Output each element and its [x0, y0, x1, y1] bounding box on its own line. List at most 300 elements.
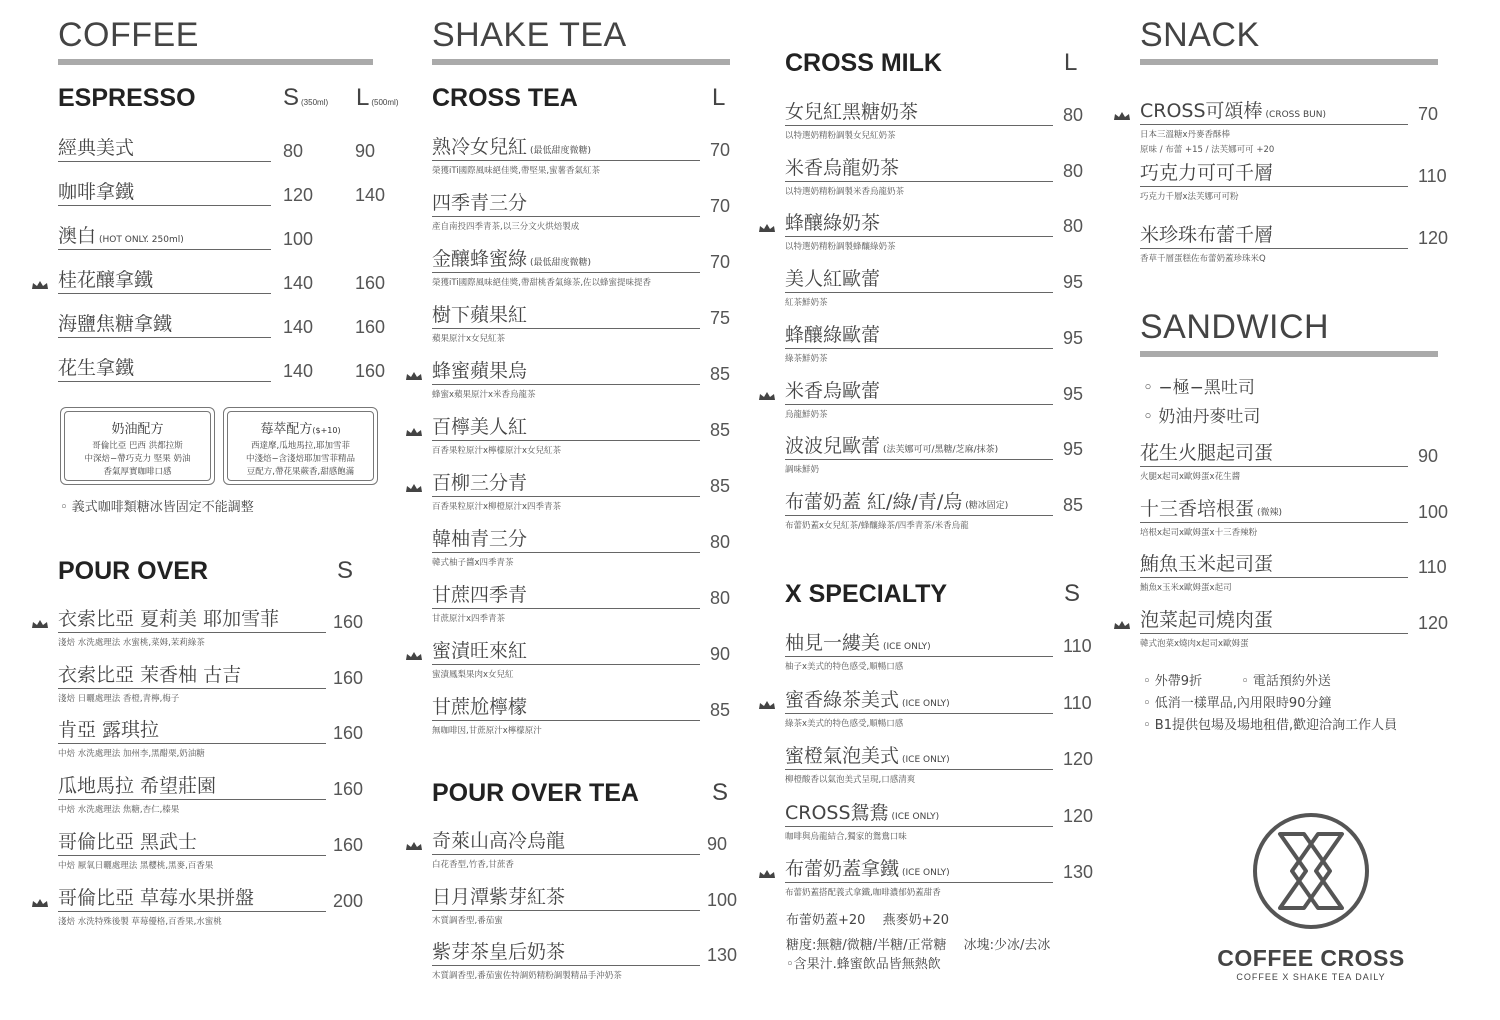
brand-logo-mark	[1252, 812, 1370, 930]
item-price-price: 120	[1418, 228, 1449, 248]
item-name-text: 桂花釀拿鐵	[58, 269, 154, 291]
coffee-bar	[58, 59, 373, 65]
item-price-price: 95	[1063, 327, 1084, 348]
item-price-price: 75	[710, 308, 731, 328]
item-price-price: 80	[1063, 105, 1084, 125]
item-name-text: 瓜地馬拉 希望莊園	[58, 775, 217, 798]
item-name	[432, 300, 700, 329]
item-price-price: 90	[707, 834, 728, 854]
item-name-text: 花生拿鐵	[58, 357, 135, 379]
item-price-price: 85	[710, 420, 731, 440]
berry-blend-line2: 中淺焙−含淺焙耶加雪菲精品	[245, 454, 356, 464]
x-specialty-item[interactable]	[785, 741, 1053, 785]
item-desc: 以特選奶精粉調製女兒紅奶茶	[785, 131, 896, 141]
item-name	[432, 468, 700, 497]
item-name-text: 柚見一縷美	[785, 632, 881, 654]
item-desc: 柚子x美式的特色感受,順暢口感	[785, 662, 904, 672]
item-desc: 中焙 水洗處理法 加州李,黑醋栗,奶油糖	[58, 749, 205, 760]
item-name-text: 經典美式	[58, 137, 135, 159]
item-price-price: 100	[707, 889, 738, 910]
item-name-note: (法芙娜可可/黑糖/芝麻/抹茶)	[883, 445, 999, 456]
item-name-text: 巧克力可可千層	[1140, 162, 1274, 184]
item-desc: 淺焙 水洗處理法 水蜜桃,菜姆,茉莉綠茶	[58, 638, 205, 648]
item-price-price: 85	[710, 700, 731, 720]
espresso-item[interactable]	[58, 353, 271, 382]
item-price-price: 85	[710, 364, 731, 384]
item-name	[785, 628, 1053, 657]
sugar-ice-note: 糖度:無糖/微糖/半糖/正常糖 冰塊:少冰/去冰	[786, 938, 1051, 953]
cross-tea-item[interactable]	[432, 132, 700, 176]
item-name-text: 女兒紅黑糖奶茶	[785, 101, 919, 123]
item-name	[58, 133, 271, 162]
item-name-text: 金釀蜂蜜綠	[432, 248, 528, 270]
item-price-price: 70	[1418, 104, 1439, 124]
item-name-text: 澳白	[58, 225, 97, 247]
item-name	[785, 97, 1053, 126]
shake-tea-header	[432, 16, 730, 65]
sandwich-header	[1140, 308, 1438, 357]
item-name	[58, 715, 326, 744]
item-desc: 烏龍鮮奶茶	[785, 409, 828, 420]
addon-note: 布蕾奶蓋+20 燕麥奶+20	[786, 913, 950, 928]
cream-blend-line3: 香氣厚實咖啡口感	[103, 467, 172, 477]
coffee-header	[58, 16, 373, 65]
item-name-text: 甘蔗四季青	[432, 584, 528, 606]
pour-over-tea-item[interactable]	[432, 937, 700, 981]
item-name	[58, 309, 271, 338]
item-name	[1140, 220, 1408, 249]
item-desc: 榮獲iTi國際風味絕佳獎,帶甜桃香氣綠茶,佐以蜂蜜提味提香	[432, 278, 652, 288]
item-price-price: 160	[333, 612, 364, 632]
pour-over-item[interactable]	[58, 604, 326, 648]
sandwich-item[interactable]	[1140, 549, 1408, 593]
bread-option-1: ◦ −極−黑吐司	[1143, 378, 1255, 398]
bread-option-2: ◦ 奶油丹麥吐司	[1143, 407, 1261, 427]
item-price-price: 160	[333, 779, 364, 800]
item-price-price: 130	[1063, 862, 1094, 882]
item-desc: 調味鮮奶	[785, 465, 820, 476]
item-name	[785, 153, 1053, 182]
x-specialty-item[interactable]	[785, 628, 1053, 672]
snack-header	[1140, 16, 1438, 65]
x-specialty-item[interactable]	[785, 854, 1053, 898]
x-specialty-title: X SPECIALTY	[785, 580, 948, 608]
item-name	[785, 685, 1053, 714]
item-name	[1140, 438, 1408, 467]
berry-blend-box	[223, 407, 378, 485]
item-desc: 日本三溫糖x丹麥香酥棒	[1140, 130, 1231, 140]
item-name	[58, 827, 326, 856]
cross-milk-title: CROSS MILK	[785, 49, 942, 77]
pour-over-tea-title: POUR OVER TEA	[432, 779, 639, 807]
snack-item[interactable]	[1140, 96, 1408, 155]
item-name	[785, 376, 1053, 405]
cross-tea-item[interactable]	[432, 412, 700, 456]
cross-tea-size: L	[712, 84, 726, 111]
crown-icon	[1114, 105, 1130, 113]
snack-item[interactable]	[1140, 220, 1408, 264]
item-price-l: 140	[355, 185, 386, 205]
cream-blend-line2: 中深焙−帶巧克力 堅果 奶油	[84, 454, 191, 464]
crown-icon	[1114, 614, 1130, 622]
item-name	[58, 660, 326, 689]
cross-milk-item[interactable]	[785, 208, 1053, 252]
shop-note-1: ◦ 外帶9折 ◦ 電話預約外送	[1143, 674, 1331, 689]
item-name-text: 美人紅歐蕾	[785, 268, 881, 291]
pour-over-title: POUR OVER	[58, 557, 209, 585]
item-desc: 綠茶x美式的特色感受,順暢口感	[785, 718, 904, 729]
item-price-price: 120	[1063, 805, 1094, 826]
item-price-price: 90	[710, 644, 731, 664]
item-desc: 蜜漬鳳梨果肉x女兒紅	[432, 670, 514, 680]
pour-over-item[interactable]	[58, 883, 326, 927]
item-price-price: 80	[710, 532, 731, 552]
cross-milk-item[interactable]	[785, 153, 1053, 197]
item-desc: 木質調香型,番茄蜜佐特調奶精粉調製精品手沖奶茶	[432, 971, 622, 981]
item-desc: 香草千層蛋糕佐布蕾奶蓋珍珠米Q	[1140, 254, 1266, 264]
crown-icon	[759, 385, 775, 393]
item-desc: 柳橙酸香以氣泡美式呈現,口感清爽	[785, 775, 916, 785]
item-price-price: 160	[333, 723, 364, 744]
pour-over-size: S	[337, 557, 354, 584]
item-price-price: 80	[710, 588, 731, 608]
item-desc: 淺焙 日曬處理法 香橙,青檸,梅子	[58, 693, 180, 704]
cross-milk-item[interactable]	[785, 320, 1053, 364]
crown-icon	[759, 863, 775, 871]
item-name	[785, 431, 1053, 460]
item-name-text: 紫芽茶皇后奶茶	[432, 941, 566, 963]
item-price-price: 80	[1063, 216, 1084, 237]
snack-bar	[1140, 59, 1438, 65]
item-name-note: (HOT ONLY. 250ml)	[99, 235, 184, 245]
item-desc: 蘋果原汁x女兒紅茶	[432, 334, 506, 344]
cross-milk-item[interactable]	[785, 264, 1053, 308]
item-name	[432, 937, 700, 966]
item-name-text: 蜂蜜蘋果烏	[432, 360, 528, 382]
pour-over-item[interactable]	[58, 660, 326, 704]
item-desc: 火腿x起司x歐姆蛋x花生醬	[1140, 472, 1241, 482]
item-name	[785, 798, 1053, 827]
snack-item[interactable]	[1140, 158, 1408, 202]
cross-tea-item[interactable]	[432, 692, 700, 736]
item-name	[1140, 494, 1408, 523]
cross-tea-item[interactable]	[432, 356, 700, 400]
item-name-note: (最低甜度微糖)	[530, 146, 592, 156]
item-desc-extra: 原味 / 布蕾 +15 / 法芙娜可可 +20	[1140, 145, 1275, 155]
item-name	[58, 883, 326, 912]
berry-blend-name: 莓萃配方	[260, 422, 313, 437]
item-name	[58, 353, 271, 382]
x-specialty-item[interactable]	[785, 685, 1053, 729]
item-name-note: (微辣)	[1257, 507, 1283, 518]
berry-blend-desc	[228, 440, 373, 479]
pour-over-tea-item[interactable]	[432, 882, 700, 926]
shop-note-3: ◦ B1提供包場及場地租借,歡迎洽詢工作人員	[1143, 718, 1398, 733]
crown-icon	[759, 694, 775, 702]
cross-milk-item[interactable]	[785, 431, 1053, 475]
item-name-text: 哥倫比亞 黑武士	[58, 830, 198, 853]
cross-tea-item[interactable]	[432, 636, 700, 680]
item-name-note: (糖冰固定)	[965, 500, 1009, 511]
item-desc: 咖啡與烏龍結合,獨家的鴛鴦口味	[785, 831, 907, 842]
item-name-text: 甘蔗尬檸檬	[432, 696, 528, 718]
sandwich-item[interactable]	[1140, 494, 1408, 538]
x-specialty-size: S	[1064, 580, 1081, 607]
item-price-s: 140	[283, 361, 314, 381]
cross-tea-item[interactable]	[432, 468, 700, 512]
item-name-text: 蜂釀綠奶茶	[785, 212, 881, 235]
item-name-note: (ICE ONLY)	[883, 642, 931, 652]
item-price-price: 100	[1418, 501, 1449, 522]
pour-over-tea-size: S	[712, 779, 729, 806]
item-desc: 木質調香型,番茄蜜	[432, 915, 503, 926]
item-name-text: 泡菜起司燒肉蛋	[1140, 609, 1274, 632]
item-name	[785, 264, 1053, 293]
item-price-price: 85	[1063, 494, 1084, 515]
item-name	[58, 771, 326, 800]
item-desc: 韓式泡菜x燒肉x起司x歐姆蛋	[1140, 639, 1249, 650]
item-name-text: 日月潭紫芽紅茶	[432, 885, 566, 908]
pour-over-item[interactable]	[58, 771, 326, 815]
item-name	[432, 636, 700, 665]
item-price-price: 200	[333, 890, 364, 911]
cross-tea-item[interactable]	[432, 300, 700, 344]
coffee-cross-logo-icon	[1252, 812, 1370, 930]
item-name-text: 百柳三分青	[432, 472, 528, 494]
item-name	[432, 524, 700, 553]
espresso-item[interactable]	[58, 265, 271, 294]
item-name-note: (ICE ONLY)	[902, 755, 950, 765]
crown-icon	[406, 365, 422, 373]
item-name	[58, 221, 271, 250]
item-name-text: 布蕾奶蓋拿鐵	[785, 858, 900, 880]
item-price-s: 120	[283, 185, 314, 205]
item-name-text: 四季青三分	[432, 192, 528, 214]
cross-tea-item[interactable]	[432, 524, 700, 568]
item-name-text: 米香烏龍奶茶	[785, 156, 900, 179]
item-desc: 以特選奶精粉調製蜂釀綠奶茶	[785, 242, 896, 253]
item-name-note: (ICE ONLY)	[902, 698, 950, 709]
item-price-price: 160	[333, 834, 364, 855]
item-name-note: (ICE ONLY)	[902, 868, 950, 878]
shop-note-2: ◦ 低消一樣單品,內用限時90分鐘	[1143, 696, 1332, 711]
item-name-text: 花生火腿起司蛋	[1140, 442, 1274, 464]
item-name-text: 鮪魚玉米起司蛋	[1140, 553, 1274, 576]
item-name	[785, 854, 1053, 883]
cross-tea-item[interactable]	[432, 580, 700, 624]
espresso-item[interactable]	[58, 309, 271, 338]
item-price-s: 140	[283, 317, 314, 337]
berry-blend-title	[228, 418, 373, 437]
pour-over-item[interactable]	[58, 827, 326, 871]
item-desc: 蜂蜜x蘋果原汁x米香烏龍茶	[432, 390, 536, 400]
item-name	[432, 692, 700, 721]
item-desc: 布蕾奶蓋x女兒紅茶/蜂釀綠茶/四季青茶/米香烏龍	[785, 520, 969, 531]
espresso-item[interactable]	[58, 177, 271, 206]
cross-milk-item[interactable]	[785, 376, 1053, 420]
item-name-text: 衣索比亞 茉香柚 古吉	[58, 663, 242, 686]
item-price-price: 70	[710, 252, 731, 272]
item-name-text: 海鹽焦糖拿鐵	[58, 313, 173, 335]
item-desc: 無咖啡因,甘蔗原汁x檸檬原汁	[432, 726, 542, 736]
espresso-title: ESPRESSO	[58, 84, 196, 112]
sandwich-item[interactable]	[1140, 438, 1408, 482]
item-name	[432, 188, 700, 217]
item-price-s: 80	[283, 141, 304, 161]
item-desc: 產自南投四季青茶,以三分文火烘焙製成	[432, 222, 580, 232]
cross-milk-item[interactable]	[785, 487, 1053, 531]
berry-blend-line3: 豆配方,帶花果蕨香,甜感飽滿	[246, 467, 355, 477]
item-name-text: 十三香培根蛋	[1140, 497, 1255, 520]
espresso-size-l	[356, 84, 398, 112]
item-desc: 韓式柚子醬x四季青茶	[432, 558, 514, 568]
item-name	[1140, 605, 1408, 634]
crown-icon	[406, 421, 422, 429]
cross-milk-size: L	[1064, 49, 1078, 76]
item-desc: 巧克力千層x法芙娜可可粉	[1140, 192, 1239, 202]
item-name	[432, 580, 700, 609]
cream-blend-box	[60, 407, 215, 485]
item-name-text: 波波兒歐蕾	[785, 435, 881, 458]
item-name-text: 咖啡拿鐵	[58, 181, 135, 203]
item-name-text: 百檸美人紅	[432, 416, 528, 438]
item-desc: 以特選奶精粉調製米香烏龍奶茶	[785, 186, 905, 197]
cream-blend-inner	[64, 411, 211, 481]
item-price-price: 95	[1063, 272, 1084, 293]
item-name	[785, 208, 1053, 237]
sandwich-title: SANDWICH	[1140, 308, 1330, 346]
item-name-text: 米珍珠布蕾千層	[1140, 224, 1274, 246]
item-name-text: CROSS可頌棒	[1140, 100, 1263, 122]
shake-tea-bar	[432, 59, 730, 65]
espresso-item[interactable]	[58, 221, 271, 250]
item-price-price: 70	[710, 140, 731, 160]
item-price-price: 160	[333, 667, 364, 688]
item-price-price: 120	[1063, 749, 1094, 769]
cross-tea-item[interactable]	[432, 244, 700, 288]
item-price-l: 160	[355, 317, 386, 337]
item-name-text: 米香烏歐蕾	[785, 379, 881, 402]
size-l-ml: (500ml)	[371, 98, 399, 107]
item-desc: 白花香型,竹香,甘蔗香	[432, 860, 514, 870]
item-name	[1140, 549, 1408, 578]
item-desc: 綠茶鮮奶茶	[785, 353, 828, 364]
item-name-text: 衣索比亞 夏莉美 耶加雪菲	[58, 608, 280, 630]
brand-tagline: COFFEE X SHAKE TEA DAILY	[1236, 972, 1386, 982]
snack-title: SNACK	[1140, 16, 1260, 54]
item-price-l: 160	[355, 361, 386, 381]
size-s-ml: (350ml)	[301, 98, 329, 107]
item-name	[1140, 158, 1408, 187]
espresso-item[interactable]	[58, 133, 271, 162]
item-price-price: 110	[1418, 557, 1447, 578]
item-name-text: CROSS鴛鴦	[785, 801, 889, 824]
crown-icon	[32, 274, 48, 282]
espresso-size-s	[283, 84, 328, 112]
cross-tea-item[interactable]	[432, 188, 700, 232]
sandwich-bar	[1140, 351, 1438, 357]
crown-icon	[32, 892, 48, 900]
crown-icon	[406, 645, 422, 653]
size-l-label: L	[356, 84, 370, 111]
item-name	[432, 244, 700, 273]
item-price-price: 85	[710, 476, 731, 496]
item-desc: 淺焙 水洗特殊後製 草莓優格,百香果,水蜜桃	[58, 916, 222, 927]
item-name	[432, 826, 700, 855]
coffee-title: COFFEE	[58, 16, 199, 54]
item-name-text: 蜜漬旺來紅	[432, 640, 528, 662]
juice-note: ◦含果汁.蜂蜜飲品皆無熱飲	[786, 957, 941, 972]
item-desc: 百香果粒原汁x檸檬原汁x女兒紅茶	[432, 446, 562, 456]
item-name-note: (最低甜度微糖)	[530, 258, 592, 268]
x-specialty-item[interactable]	[785, 798, 1053, 842]
item-name-text: 蜂釀綠歐蕾	[785, 323, 881, 346]
cream-blend-desc	[65, 440, 210, 479]
item-name	[58, 604, 326, 633]
item-name-text: 肯亞 露琪拉	[58, 719, 160, 742]
item-name	[58, 265, 271, 294]
item-name	[432, 356, 700, 385]
item-name-note: (CROSS BUN)	[1265, 110, 1326, 120]
cream-blend-line1: 哥倫比亞 巴西 洪都拉斯	[92, 441, 183, 451]
item-name-text: 蜜香綠茶美式	[785, 688, 900, 711]
crown-icon	[32, 613, 48, 621]
item-name-note: (ICE ONLY)	[891, 811, 940, 822]
item-price-price: 95	[1063, 439, 1084, 460]
item-name	[785, 487, 1053, 516]
item-price-price: 90	[1418, 446, 1439, 466]
item-price-s: 100	[283, 229, 314, 249]
item-desc: 榮獲iTi國際風味絕佳獎,帶堅果,蜜薯香氣紅茶	[432, 166, 601, 176]
item-price-price: 70	[710, 196, 731, 216]
item-price-price: 95	[1063, 383, 1084, 404]
item-price-price: 110	[1418, 166, 1447, 186]
item-name-text: 奇萊山高冷烏龍	[432, 830, 566, 852]
item-name	[1140, 96, 1408, 125]
sandwich-item[interactable]	[1140, 605, 1408, 649]
pour-over-tea-item[interactable]	[432, 826, 700, 870]
item-name-text: 熟冷女兒紅	[432, 136, 528, 158]
item-price-l: 90	[355, 141, 376, 161]
item-name-text: 哥倫比亞 草莓水果拼盤	[58, 886, 255, 909]
item-name	[785, 320, 1053, 349]
item-price-l: 160	[355, 273, 386, 293]
item-name	[432, 412, 700, 441]
item-name	[58, 177, 271, 206]
item-name	[785, 741, 1053, 770]
berry-blend-inner	[227, 411, 374, 481]
item-desc: 甘蔗原汁x四季青茶	[432, 614, 506, 624]
brand-name: COFFEE CROSS	[1217, 945, 1405, 971]
espresso-note: ◦ 義式咖啡類糖冰皆固定不能調整	[60, 500, 254, 515]
berry-blend-line1: 西達摩,瓜地馬拉,耶加雪菲	[251, 441, 350, 451]
shake-tea-title: SHAKE TEA	[432, 16, 627, 54]
item-price-price: 120	[1418, 613, 1449, 634]
item-name	[432, 882, 700, 911]
item-price-price: 80	[1063, 160, 1084, 181]
item-desc: 布蕾奶蓋搭配義式拿鐵,咖啡濃郁奶蓋甜香	[785, 888, 941, 898]
item-name	[432, 132, 700, 161]
item-desc: 中焙 厭氧日曬處理法 黑櫻桃,黑麥,百香果	[58, 860, 214, 871]
crown-icon	[406, 477, 422, 485]
item-price-price: 110	[1063, 692, 1092, 713]
cross-milk-item[interactable]	[785, 97, 1053, 141]
berry-blend-extra: ($+10)	[312, 426, 341, 435]
cream-blend-title: 奶油配方	[111, 422, 164, 437]
pour-over-item[interactable]	[58, 715, 326, 759]
item-name-text: 布蕾奶蓋 紅/綠/青/烏	[785, 490, 963, 513]
size-s-label: S	[283, 84, 300, 111]
